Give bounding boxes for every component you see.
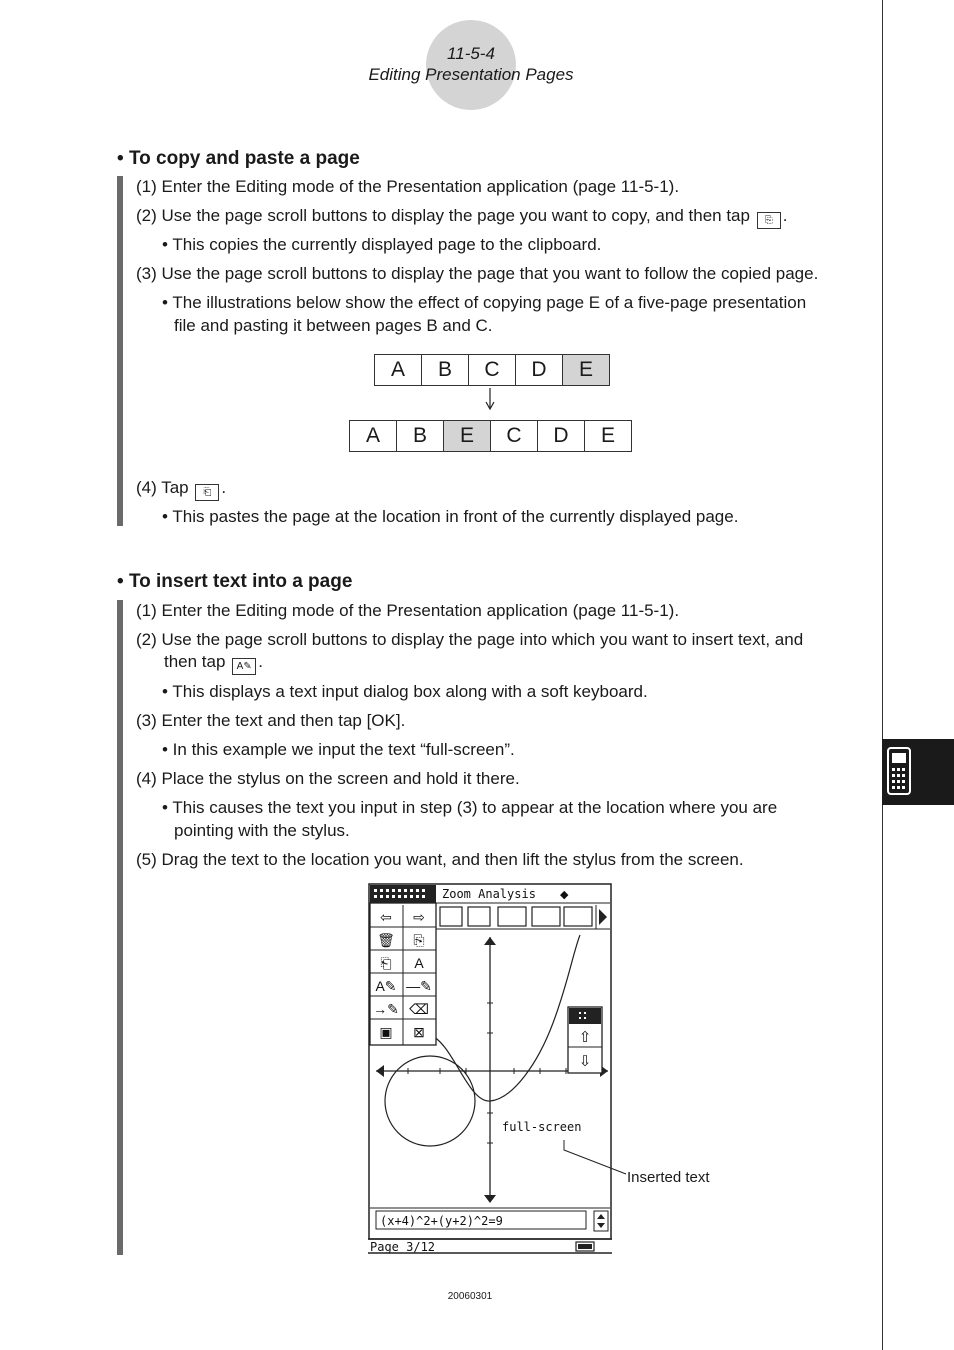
footer-code: 20060301 xyxy=(447,1291,493,1302)
eraser-icon: ⌫ xyxy=(409,1001,429,1017)
step-note: • The illustrations below show the effect of copying page E of a five-page presentation xyxy=(162,293,807,312)
page-title: Editing Presentation Pages xyxy=(368,65,574,84)
page-cell: D xyxy=(515,354,563,386)
delete-page-icon: ⊠ xyxy=(413,1024,425,1040)
paste-icon: ⎗ xyxy=(380,955,392,971)
save-icon: ▣ xyxy=(379,1024,393,1040)
step: (4) Place the stylus on the screen and hold it there. xyxy=(136,769,520,788)
step: (2) Use the page scroll buttons to display the page you want to copy, and then tap ⎘ . xyxy=(136,206,787,229)
scroll-up-icon: ⇧ xyxy=(578,1029,592,1046)
right-margin-rule xyxy=(882,0,883,1350)
step: (3) Use the page scroll buttons to display the page that you want to follow the copied page. xyxy=(136,264,819,283)
status-page: Page 3/12 xyxy=(370,1240,436,1254)
step-note: file and pasting it between pages B and C. xyxy=(174,316,493,335)
text-box-icon: A xyxy=(414,955,424,971)
page-cell: A xyxy=(349,420,397,452)
step: (1) Enter the Editing mode of the Presentation application (page 11-5-1). xyxy=(136,177,680,196)
equation-field: (x+4)^2+(y+2)^2=9 xyxy=(380,1214,503,1228)
page-cell: A xyxy=(374,354,422,386)
section-heading: • To copy and paste a page xyxy=(117,148,360,169)
callout-line xyxy=(560,1138,630,1178)
step: then tap A✎ . xyxy=(164,652,263,675)
page-cell-copied: E xyxy=(562,354,610,386)
copy-icon: ⎘ xyxy=(413,932,425,948)
inserted-graph-text: full-screen xyxy=(502,1120,582,1134)
step: (5) Drag the text to the location you want, and then lift the stylus from the screen. xyxy=(136,850,744,869)
calculator-screen xyxy=(368,883,612,1255)
bullet-icon: • xyxy=(117,571,124,592)
step: (3) Enter the text and then tap [OK]. xyxy=(136,711,406,730)
down-arrow-icon xyxy=(483,388,497,412)
insert-text-icon: A✎ xyxy=(232,658,256,675)
menu-arrow-icon: ◆ xyxy=(560,889,569,901)
forward-arrow-icon: ⇨ xyxy=(413,909,425,925)
step: (4) Tap ⎗ . xyxy=(136,478,226,501)
step: (1) Enter the Editing mode of the Presentation application (page 11-5-1). xyxy=(136,601,680,620)
arrow-pen-icon: →✎ xyxy=(373,1001,399,1017)
section-bar xyxy=(117,176,123,526)
page-cell: E xyxy=(584,420,632,452)
line-pen-icon: —✎ xyxy=(406,978,432,994)
page-cell: C xyxy=(490,420,538,452)
pages-after xyxy=(350,420,632,452)
chapter-tab xyxy=(882,739,954,805)
section-bar xyxy=(117,600,123,1255)
step-note: • In this example we input the text “full-screen”. xyxy=(162,740,515,759)
menu-title: Zoom Analysis xyxy=(442,887,536,901)
text-pen-icon: A✎ xyxy=(375,978,397,994)
section-heading: • To insert text into a page xyxy=(117,571,353,592)
page-cell: D xyxy=(537,420,585,452)
paste-page-icon: ⎗ xyxy=(195,484,219,501)
copy-page-icon: ⎘ xyxy=(757,212,781,229)
trash-icon: 🗑 xyxy=(377,932,395,948)
scroll-down-icon: ⇩ xyxy=(578,1053,592,1070)
step-note: • This copies the currently displayed page to the clipboard. xyxy=(162,235,602,254)
step-note: • This causes the text you input in step (3) to appear at the location where you are xyxy=(162,798,778,817)
page-cell-pasted: E xyxy=(443,420,491,452)
back-arrow-icon: ⇦ xyxy=(380,909,392,925)
bullet-icon: • xyxy=(117,148,124,169)
step-note: • This pastes the page at the location in front of the currently displayed page. xyxy=(162,507,739,526)
callout-label: Inserted text xyxy=(627,1169,710,1186)
page-cell: B xyxy=(421,354,469,386)
page-cell: C xyxy=(468,354,516,386)
step-note: • This displays a text input dialog box along with a soft keyboard. xyxy=(162,682,648,701)
step: (2) Use the page scroll buttons to display the page into which you want to insert text, and xyxy=(136,630,804,649)
page-cell: B xyxy=(396,420,444,452)
pages-before xyxy=(375,354,610,386)
step-note: pointing with the stylus. xyxy=(174,821,350,840)
page-number: 11-5-4 xyxy=(447,44,495,63)
calculator-icon xyxy=(882,739,954,805)
